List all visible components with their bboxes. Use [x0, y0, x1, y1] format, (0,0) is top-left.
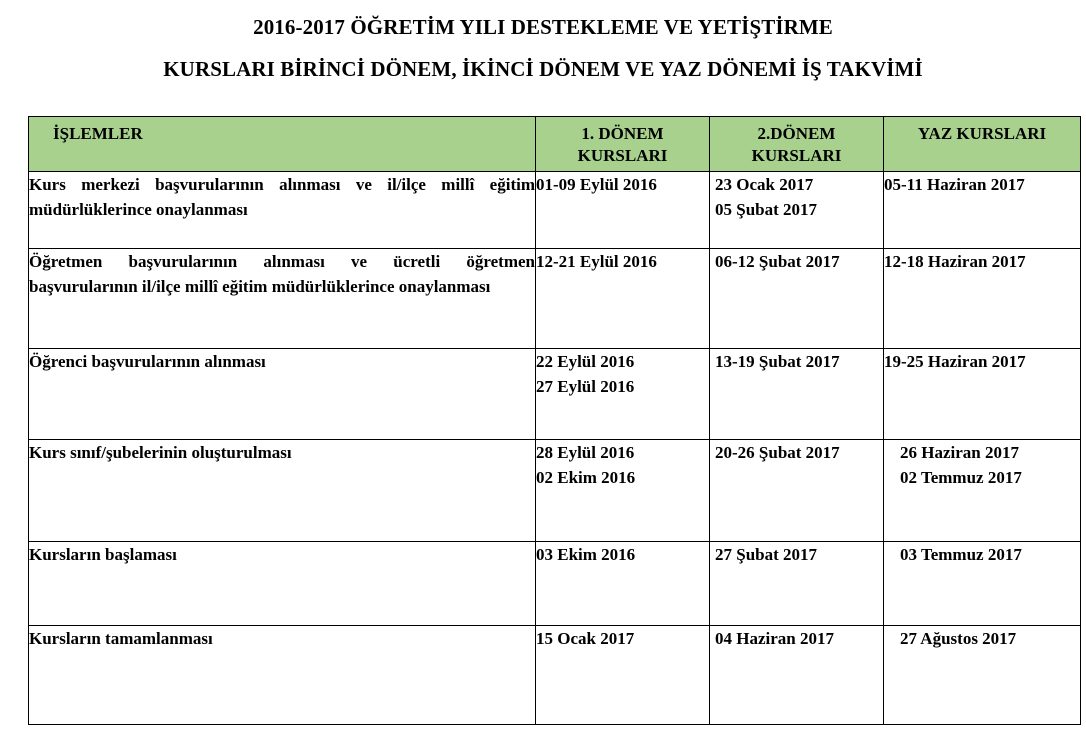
- header-term-2-line-2: KURSLARI: [751, 146, 842, 165]
- date-text: 15 Ocak 2017: [536, 629, 635, 648]
- term-2-date-cell: [710, 172, 884, 249]
- summer-date-cell: [884, 440, 1081, 542]
- header-term-2: [710, 117, 884, 172]
- date-text: 22 Eylül 2016: [536, 352, 635, 371]
- term-2-date-cell: [710, 249, 884, 349]
- term-1-date-cell: [536, 349, 710, 440]
- date-text: 27 Eylül 2016: [536, 377, 635, 396]
- header-summer-line-1: YAZ KURSLARI: [917, 124, 1047, 143]
- date-text: 20-26 Şubat 2017: [715, 443, 840, 462]
- task-text: Öğretmen başvurularının alınması ve ücretli öğretmen başvurularının il/ilçe millî eğitim müdürlüklerince onaylanması: [29, 252, 535, 296]
- table-header-row: [29, 117, 1081, 172]
- date-text: 02 Ekim 2016: [536, 468, 636, 487]
- date-text: 26 Haziran 2017: [900, 443, 1019, 462]
- table-row: [29, 349, 1081, 440]
- task-cell: [29, 172, 536, 249]
- task-cell: [29, 440, 536, 542]
- table-row: [29, 172, 1081, 249]
- document-title-line-2: KURSLARI BİRİNCİ DÖNEM, İKİNCİ DÖNEM VE YAZ DÖNEMİ İŞ TAKVİMİ: [163, 57, 923, 81]
- date-text: 28 Eylül 2016: [536, 443, 635, 462]
- date-text: 01-09 Eylül 2016: [536, 175, 657, 194]
- table-row: [29, 542, 1081, 626]
- term-1-date-cell: [536, 542, 710, 626]
- date-text: 02 Temmuz 2017: [900, 468, 1022, 487]
- header-term-1-line-1: 1. DÖNEM: [581, 124, 664, 143]
- task-text: Kurs merkezi başvurularının alınması ve il/ilçe millî eğitim müdürlüklerince onaylanması: [29, 175, 535, 219]
- header-tasks-label: İŞLEMLER: [53, 124, 143, 143]
- task-text: Kursların tamamlanması: [29, 629, 213, 648]
- header-term-1-line-2: KURSLARI: [577, 146, 668, 165]
- table-row: [29, 249, 1081, 349]
- term-2-date-cell: [710, 542, 884, 626]
- date-text: 05-11 Haziran 2017: [884, 175, 1025, 194]
- date-text: 03 Temmuz 2017: [900, 545, 1022, 564]
- schedule-table: [28, 116, 1081, 725]
- date-text: 04 Haziran 2017: [715, 629, 834, 648]
- date-text: 13-19 Şubat 2017: [715, 352, 840, 371]
- summer-date-cell: [884, 172, 1081, 249]
- term-2-date-cell: [710, 440, 884, 542]
- date-text: 05 Şubat 2017: [715, 200, 818, 219]
- term-2-date-cell: [710, 626, 884, 725]
- header-tasks: [29, 117, 536, 172]
- term-1-date-cell: [536, 440, 710, 542]
- task-text: Kurs sınıf/şubelerinin oluşturulması: [29, 443, 292, 462]
- header-term-1: [536, 117, 710, 172]
- summer-date-cell: [884, 249, 1081, 349]
- task-cell: [29, 349, 536, 440]
- table-row: [29, 440, 1081, 542]
- summer-date-cell: [884, 349, 1081, 440]
- summer-date-cell: [884, 626, 1081, 725]
- date-text: 23 Ocak 2017: [715, 175, 814, 194]
- date-text: 12-21 Eylül 2016: [536, 252, 657, 271]
- term-1-date-cell: [536, 249, 710, 349]
- date-text: 27 Ağustos 2017: [900, 629, 1017, 648]
- task-cell: [29, 249, 536, 349]
- term-2-date-cell: [710, 349, 884, 440]
- date-text: 27 Şubat 2017: [715, 545, 818, 564]
- task-text: Kursların başlaması: [29, 545, 177, 564]
- header-term-2-line-1: 2.DÖNEM: [757, 124, 836, 143]
- task-text: Öğrenci başvurularının alınması: [29, 352, 266, 371]
- date-text: 12-18 Haziran 2017: [884, 252, 1026, 271]
- task-cell: [29, 626, 536, 725]
- term-1-date-cell: [536, 626, 710, 725]
- table-row: [29, 626, 1081, 725]
- document-title-line-1: 2016-2017 ÖĞRETİM YILI DESTEKLEME VE YETİŞTİRME: [253, 15, 833, 39]
- header-summer: [884, 117, 1081, 172]
- date-text: 06-12 Şubat 2017: [715, 252, 840, 271]
- summer-date-cell: [884, 542, 1081, 626]
- date-text: 03 Ekim 2016: [536, 545, 636, 564]
- task-cell: [29, 542, 536, 626]
- date-text: 19-25 Haziran 2017: [884, 352, 1026, 371]
- term-1-date-cell: [536, 172, 710, 249]
